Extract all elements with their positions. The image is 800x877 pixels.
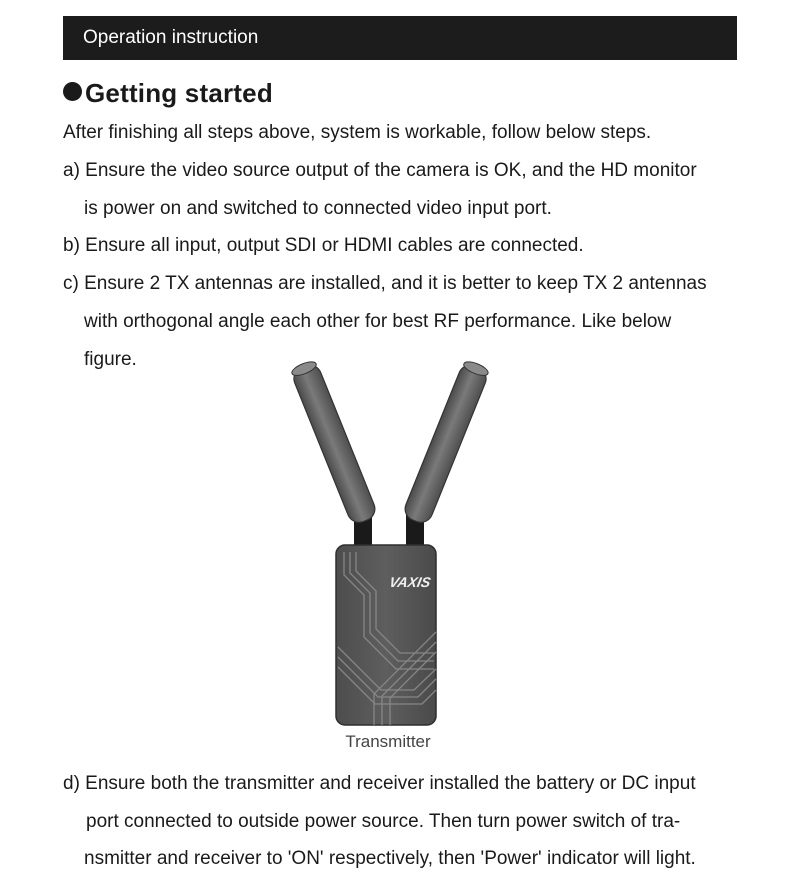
transmitter-illustration	[286, 347, 496, 732]
step-d-line-3: nsmitter and receiver to 'ON' respectively, then 'Power' indicator will light.	[84, 848, 696, 869]
transmitter-body	[336, 545, 436, 725]
step-d-line-1: d) Ensure both the transmitter and receiver installed the battery or DC input	[63, 773, 696, 794]
step-c-line-2: with orthogonal angle each other for best RF performance. Like below	[84, 311, 672, 332]
step-c-line-1: c) Ensure 2 TX antennas are installed, and it is better to keep TX 2 antennas	[63, 273, 707, 294]
section-title	[63, 78, 273, 109]
bullet-icon	[63, 82, 82, 101]
step-d-line-2: port connected to outside power source. Then turn power switch of tra-	[86, 811, 681, 832]
intro-text: After finishing all steps above, system is workable, follow below steps.	[63, 122, 652, 143]
step-c-line-3: figure.	[84, 349, 137, 370]
header-title: Operation instruction	[83, 27, 259, 48]
step-a-line-2: is power on and switched to connected video input port.	[84, 198, 552, 219]
step-b-line-1: b) Ensure all input, output SDI or HDMI cables are connected.	[63, 235, 584, 256]
brand-logo: VAXIS	[387, 574, 433, 590]
figure-caption: Transmitter	[345, 732, 431, 751]
step-a-line-1: a) Ensure the video source output of the camera is OK, and the HD monitor	[63, 160, 697, 181]
left-antenna	[289, 359, 378, 526]
right-antenna	[402, 359, 491, 526]
section-title-text: Getting started	[85, 78, 273, 108]
section-header-bar	[63, 16, 737, 60]
